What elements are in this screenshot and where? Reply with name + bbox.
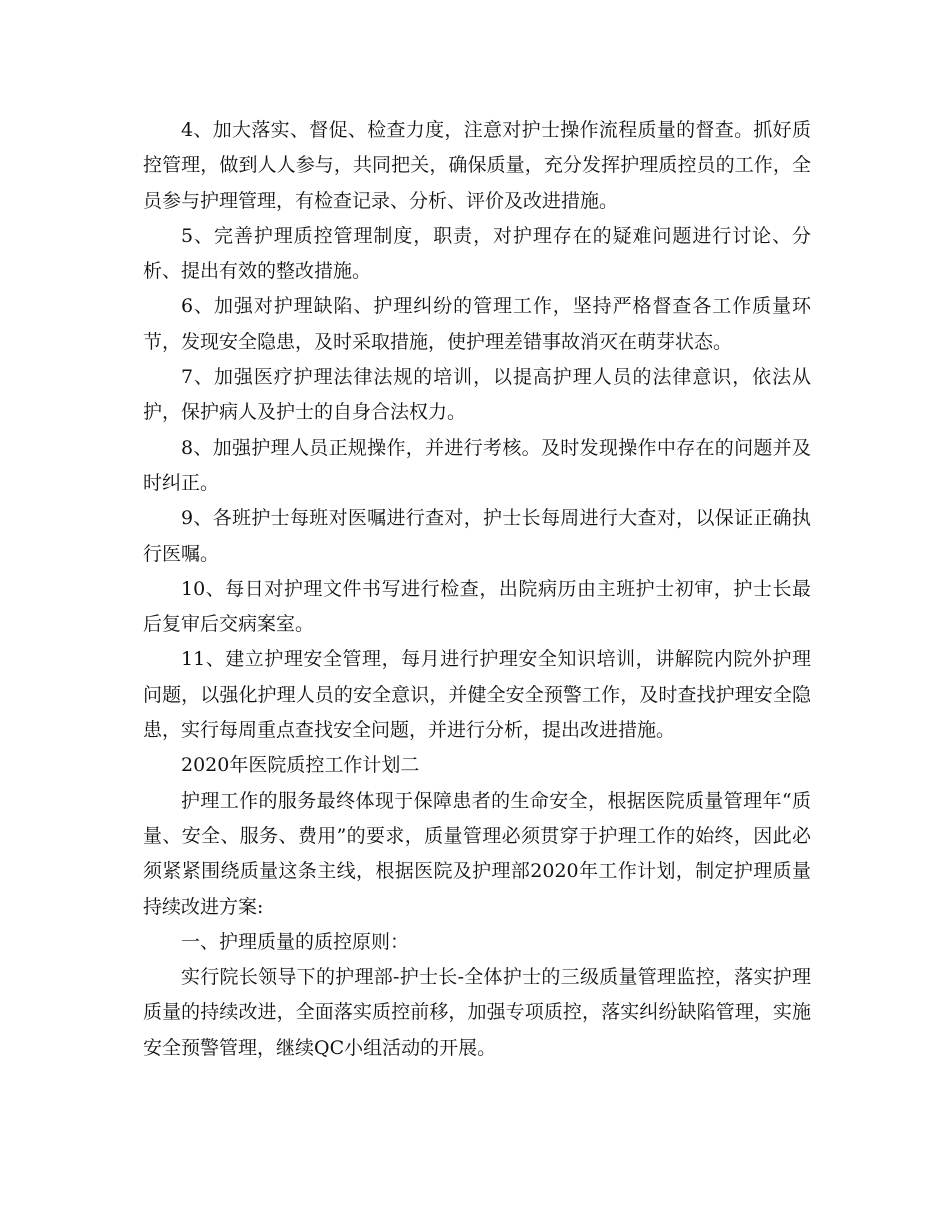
subsection-heading-principles: 一、护理质量的质控原则： [181, 930, 410, 953]
paragraph-item-7: 7、加强医疗护理法律法规的培训，以提高护理人员的法律意识，依法从护，保护病人及护士的自身合法权力。 [143, 366, 811, 424]
paragraph-item-5: 5、完善护理质控管理制度，职责，对护理存在的疑难问题进行讨论、分析、提出有效的整改措施。 [143, 224, 811, 283]
paragraph-item-4: 4、加大落实、督促、检查力度，注意对护士操作流程质量的督查。抓好质控管理，做到人人参与，共同把关，确保质量，充分发挥护理质控员的工作，全员参与护理管理，有检查记录、分析、评价及改进措施。 [143, 119, 811, 212]
paragraph-item-6: 6、加强对护理缺陷、护理纠纷的管理工作，坚持严格督查各工作质量环节，发现安全隐患，及时采取措施，使护理差错事故消灭在萌芽状态。 [143, 295, 811, 353]
paragraph-item-10: 10、每日对护理文件书写进行检查，出院病历由主班护士初审，护士长最后复审后交病案室。 [143, 577, 811, 636]
paragraph-item-9: 9、各班护士每班对医嘱进行查对，护士长每周进行大查对，以保证正确执行医嘱。 [143, 507, 811, 565]
paragraph-item-8: 8、加强护理人员正规操作，并进行考核。及时发现操作中存在的问题并及时纠正。 [143, 436, 811, 494]
section-title-plan-two: 2020年医院质控工作计划二 [181, 754, 420, 777]
principles-paragraph: 实行院长领导下的护理部-护士长-全体护士的三级质量管理监控，落实护理质量的持续改进，全面落实质控前移，加强专项质控，落实纠纷缺陷管理，实施安全预警管理，继续QC小组活动的开展。 [143, 966, 811, 1059]
document-body [143, 113, 811, 1066]
paragraph-item-11: 11、建立护理安全管理，每月进行护理安全知识培训，讲解院内院外护理问题，以强化护理人员的安全意识，并健全安全预警工作，及时查找护理安全隐患，实行每周重点查找安全问题，并进行分析，提出改进措施。 [143, 648, 811, 742]
intro-paragraph: 护理工作的服务最终体现于保障患者的生命安全，根据医院质量管理年“质量、安全、服务、费用”的要求，质量管理必须贯穿于护理工作的始终，因此必须紧紧围绕质量这条主线，根据医院及护理部2020年工作计划，制定护理质量持续改进方案: [143, 789, 811, 918]
